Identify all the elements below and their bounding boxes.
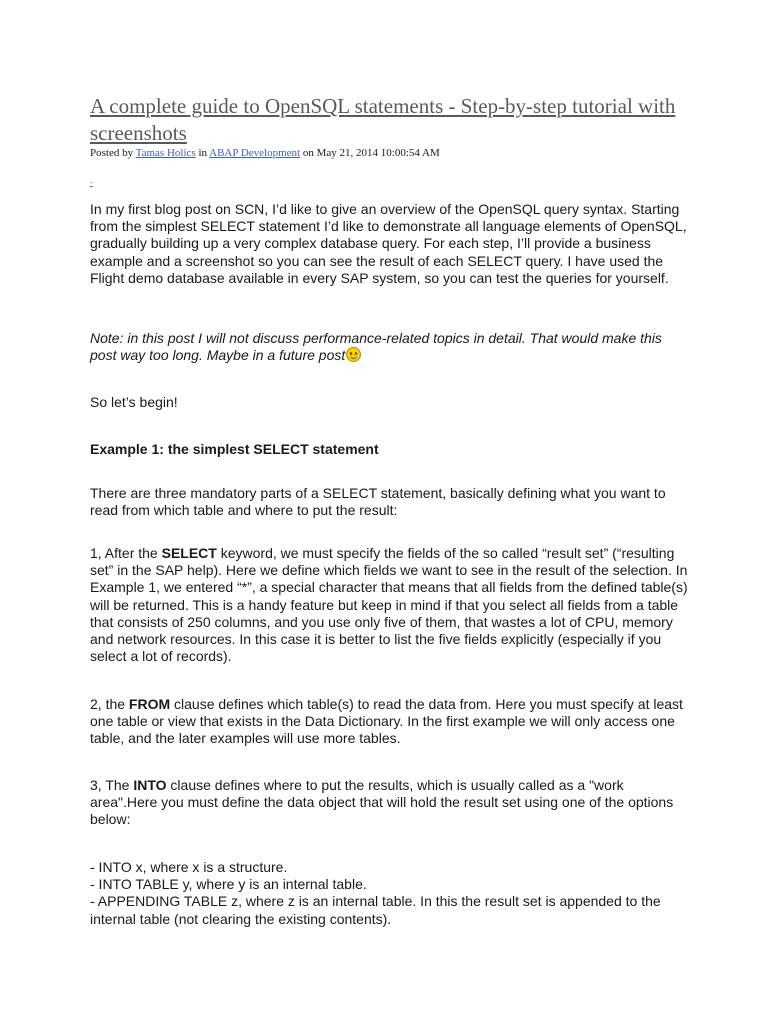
option-into-table: - INTO TABLE y, where y is an internal table. <box>90 876 367 893</box>
point1-text: keyword, we must specify the fields of the so called “result set” (“resulting set” in the SAP help). Here we define which fields we want to see in the result of the selection. In Example 1, we entered “*”, a special character that means that all fields from the defined table(s) will be returned. This is a handy feature but keep in mind if that you select all fields from a table that consists of 250 columns, and you use only five of them, that wastes a lot of CPU, memory and network resources. In this case it is better to list the five fields explicitly (especially if you select a lot of records). <box>90 545 688 665</box>
option-appending-table: - APPENDING TABLE z, where z is an internal table. In this the result set is appended to the internal table (not clearing the existing contents). <box>90 893 661 927</box>
point3-paragraph <box>90 777 690 829</box>
select-keyword: SELECT <box>161 545 217 561</box>
note-text: Note: in this post I will not discuss performance-related topics in detail. That would make this post way too long. Maybe in a future post <box>90 330 662 364</box>
article-title[interactable]: A complete guide to OpenSQL statements - Step-by-step tutorial with screenshots <box>90 94 676 145</box>
tiny-link[interactable]: - <box>90 178 93 187</box>
byline <box>90 146 690 160</box>
point3-text: clause defines where to put the results, which is usually called as a "work area".Here you must define the data object that will hold the result set using one of the options below: <box>90 777 674 828</box>
byline-posted-by: Posted by <box>90 147 134 159</box>
point1-prefix: 1, After the <box>90 545 162 561</box>
option-into-structure: - INTO x, where x is a structure. <box>90 859 288 875</box>
note-paragraph <box>90 330 690 364</box>
mandatory-parts-paragraph: There are three mandatory parts of a SELECT statement, basically defining what you want to read from which table and where to put the result: <box>90 485 666 519</box>
example1-heading: Example 1: the simplest SELECT statement <box>90 441 379 457</box>
point2-text: clause defines which table(s) to read the data from. Here you must specify at least one table or view that exists in the Data Dictionary. In the first example we will only access one table, and the later examples will use more tables. <box>90 696 683 747</box>
into-keyword: INTO <box>133 777 167 793</box>
byline-in: in <box>198 147 207 159</box>
point3-prefix: 3, The <box>90 777 134 793</box>
from-keyword: FROM <box>128 696 171 712</box>
category-link[interactable]: ABAP Development <box>209 147 301 159</box>
begin-paragraph: So let’s begin! <box>90 394 178 410</box>
author-link[interactable]: Tamas Holics <box>135 147 196 159</box>
point2-prefix: 2, the <box>90 696 129 712</box>
point2-paragraph <box>90 696 690 748</box>
smiley-face-icon <box>346 347 361 362</box>
intro-paragraph: In my first blog post on SCN, I’d like to give an overview of the OpenSQL query syntax. Starting from the simplest SELECT statement I’d like to demonstrate all language elements of OpenSQL, gradually building up a very complex database query. For each step, I’ll provide a business example and a screenshot so you can see the result of each SELECT query. I have used the Flight demo database available in every SAP system, so you can test the queries for yourself. <box>90 201 687 286</box>
byline-date: on May 21, 2014 10:00:54 AM <box>302 147 440 159</box>
point1-paragraph <box>90 545 690 665</box>
options-list <box>90 859 690 928</box>
